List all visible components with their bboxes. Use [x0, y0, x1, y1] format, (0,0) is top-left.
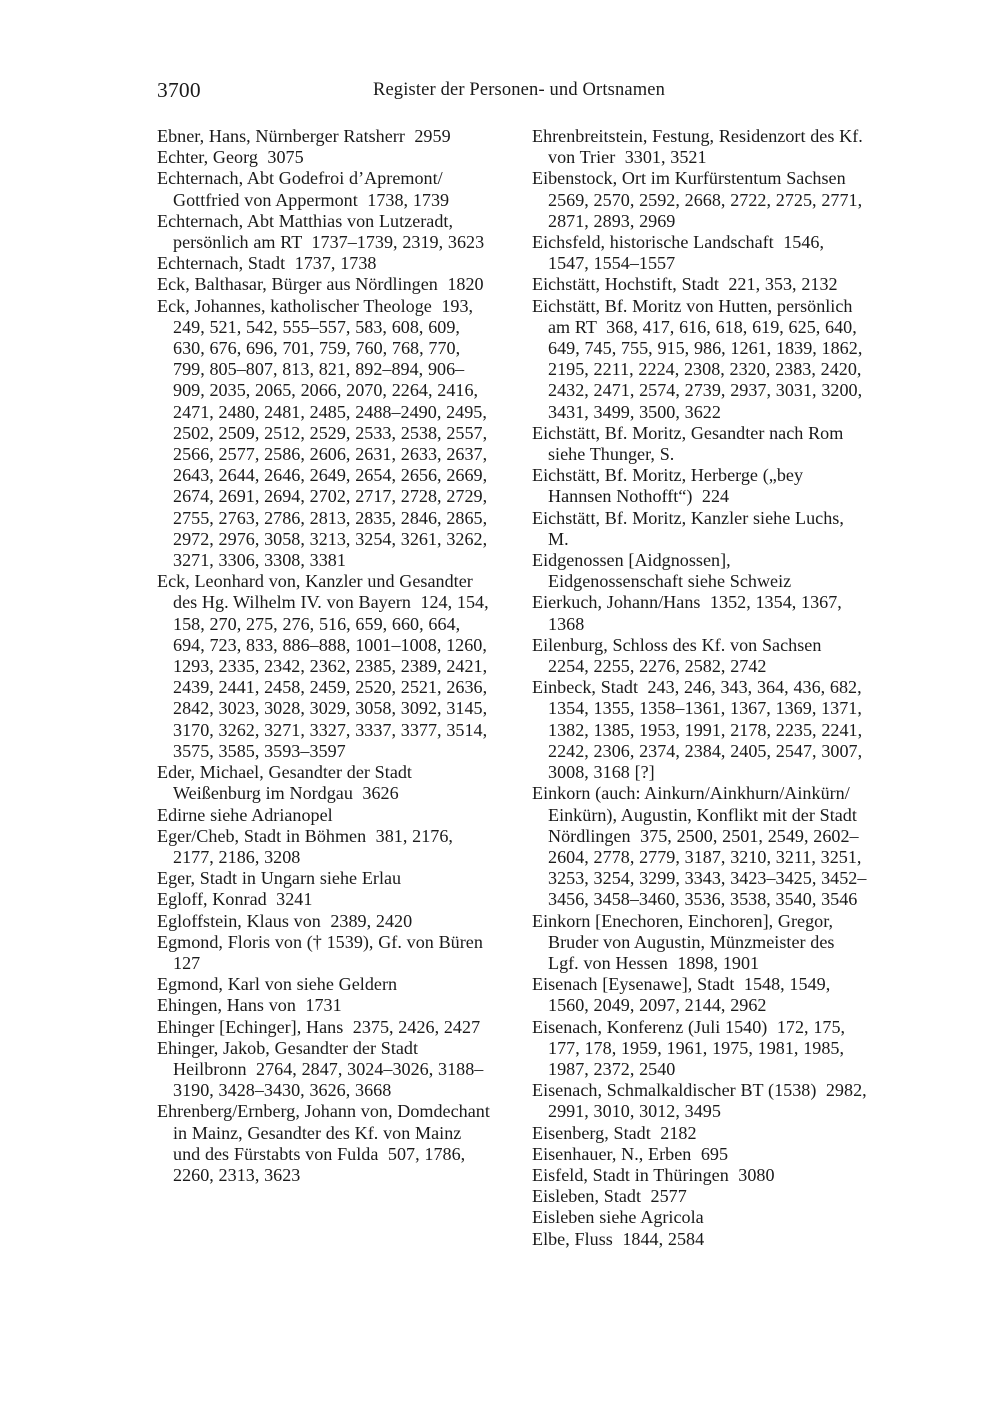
index-entry: Edirne siehe Adrianopel	[157, 804, 333, 825]
index-entry: Einkorn [Enechoren, Einchoren], Gregor, Bruder von Augustin, Münzmeister des Lgf. von Hessen 1898, 1901	[532, 910, 840, 973]
index-column-right	[532, 126, 872, 1250]
index-entry: Eck, Johannes, katholischer Theologe 193, 249, 521, 542, 555–557, 583, 608, 609, 630, 676, 696, 701, 759, 760, 768, 770, 799, 805–807, 813, 821, 892–894, 906–909, 2035, 2065, 2066, 2070, 2264, 2416, 2471, 2480, 2481, 2485, 2488–2490, 2495, 2502, 2509, 2512, 2529, 2533, 2538, 2557, 2566, 2577, 2586, 2606, 2631, 2633, 2637, 2643, 2644, 2646, 2649, 2654, 2656, 2669, 2674, 2691, 2694, 2702, 2717, 2728, 2729, 2755, 2763, 2786, 2813, 2835, 2846, 2865, 2972, 2976, 3058, 3213, 3254, 3261, 3262, 3271, 3306, 3308, 3381	[157, 295, 492, 571]
index-entry: Einkorn (auch: Ainkurn/Ainkhurn/Ainkürn/ Einkürn), Augustin, Konflikt mit der Stadt Nördlingen 375, 2500, 2501, 2549, 2602–2604, 2778, 2779, 3187, 3210, 3211, 3251, 3253, 3254, 3299, 3343, 3423–3425, 3452–3456, 3458–3460, 3536, 3538, 3540, 3546	[532, 783, 867, 910]
index-entry: Eierkuch, Johann/Hans 1352, 1354, 1367, 1368	[532, 592, 847, 634]
index-entry: Eisfeld, Stadt in Thüringen 3080	[532, 1164, 775, 1185]
index-entry: Eichstätt, Bf. Moritz, Herberge („bey Hannsen Nothofft“) 224	[532, 465, 808, 507]
index-entry: Eck, Leonhard von, Kanzler und Gesandter des Hg. Wilhelm IV. von Bayern 124, 154, 158, 270, 275, 276, 516, 659, 660, 664, 694, 723, 833, 886–888, 1001–1008, 1260, 1293, 2335, 2342, 2362, 2385, 2389, 2421, 2439, 2441, 2458, 2459, 2520, 2521, 2636, 2842, 3023, 3028, 3029, 3058, 3092, 3145, 3170, 3262, 3271, 3327, 3337, 3377, 3514, 3575, 3585, 3593–3597	[157, 571, 494, 761]
running-head	[157, 76, 867, 104]
index-entry: Ehinger, Jakob, Gesandter der Stadt Heilbronn 2764, 2847, 3024–3026, 3188–3190, 3428–3430, 3626, 3668	[157, 1037, 484, 1101]
index-columns	[157, 126, 872, 1250]
index-entry: Einbeck, Stadt 243, 246, 343, 364, 436, 682, 1354, 1355, 1358–1361, 1367, 1369, 1371, 1382, 1385, 1953, 1991, 2178, 2235, 2241, 2242, 2306, 2374, 2384, 2405, 2547, 3007, 3008, 3168 [?]	[532, 677, 867, 783]
index-entry: Ehinger [Echinger], Hans 2375, 2426, 2427	[157, 1016, 481, 1037]
index-entry: Echternach, Abt Matthias von Lutzeradt, persönlich am RT 1737–1739, 2319, 3623	[157, 210, 485, 253]
index-entry: Eichstätt, Hochstift, Stadt 221, 353, 2132	[532, 274, 838, 295]
index-entry: Eichstätt, Bf. Moritz, Gesandter nach Rom siehe Thunger, S.	[532, 422, 849, 465]
index-entry: Ehrenbreitstein, Festung, Residenzort des Kf. von Trier 3301, 3521	[532, 126, 868, 168]
index-entry: Egloffstein, Klaus von 2389, 2420	[157, 910, 413, 931]
index-entry: Eder, Michael, Gesandter der Stadt Weißenburg im Nordgau 3626	[157, 762, 417, 804]
index-entry: Ehrenberg/Ernberg, Johann von, Domdechant in Mainz, Gesandter des Kf. von Mainz und des Fürstabts von Fulda 507, 1786, 2260, 2313, 3623	[157, 1101, 495, 1185]
index-entry: Eisenach [Eysenawe], Stadt 1548, 1549, 1560, 2049, 2097, 2144, 2962	[532, 974, 835, 1016]
index-entry: Eger/Cheb, Stadt in Böhmen 381, 2176, 2177, 2186, 3208	[157, 825, 458, 867]
index-entry: Eisenach, Konferenz (Juli 1540) 172, 175, 177, 178, 1959, 1961, 1975, 1981, 1985, 1987, 2372, 2540	[532, 1016, 850, 1079]
index-entry: Eichstätt, Bf. Moritz, Kanzler siehe Luchs, M.	[532, 507, 849, 549]
index-column-left	[157, 126, 493, 1186]
index-entry: Eger, Stadt in Ungarn siehe Erlau	[157, 868, 402, 889]
index-entry: Elbe, Fluss 1844, 2584	[532, 1228, 705, 1249]
index-entry: Eisleben, Stadt 2577	[532, 1186, 687, 1207]
index-entry: Eck, Balthasar, Bürger aus Nördlingen 1820	[157, 274, 484, 295]
index-entry: Eisenach, Schmalkaldischer BT (1538) 2982, 2991, 3010, 3012, 3495	[532, 1080, 872, 1122]
index-entry: Eibenstock, Ort im Kurfürstentum Sachsen 2569, 2570, 2592, 2668, 2722, 2725, 2771, 2871, 2893, 2969	[532, 168, 867, 231]
page-number: 3700	[157, 78, 201, 102]
index-entry: Eisleben siehe Agricola	[532, 1207, 704, 1228]
index-entry: Egmond, Floris von († 1539), Gf. von Büren 127	[157, 931, 493, 973]
index-entry: Eichsfeld, historische Landschaft 1546, 1547, 1554–1557	[532, 232, 829, 274]
index-entry: Echternach, Stadt 1737, 1738	[157, 253, 377, 274]
index-entry: Eisenberg, Stadt 2182	[532, 1122, 697, 1143]
index-entry: Eisenhauer, N., Erben 695	[532, 1143, 729, 1164]
index-entry: Egmond, Karl von siehe Geldern	[157, 974, 398, 995]
index-entry: Eichstätt, Bf. Moritz von Hutten, persönlich am RT 368, 417, 616, 618, 619, 625, 640, 649, 745, 755, 915, 986, 1261, 1839, 1862, 2195, 2211, 2224, 2308, 2320, 2383, 2420, 2432, 2471, 2574, 2739, 2937, 3031, 3200, 3431, 3499, 3500, 3622	[532, 295, 868, 422]
index-entry: Egloff, Konrad 3241	[157, 889, 313, 910]
index-entry: Eilenburg, Schloss des Kf. von Sachsen 2254, 2255, 2276, 2582, 2742	[532, 634, 831, 677]
index-entry: Echternach, Abt Godefroi d’Apremont/ Gottfried von Appermont 1738, 1739	[157, 168, 450, 210]
index-entry: Ebner, Hans, Nürnberger Ratsherr 2959	[157, 126, 451, 146]
index-entry: Ehingen, Hans von 1731	[157, 995, 342, 1016]
index-entry: Eidgenossen [Aidgnossen], Eidgenossenschaft siehe Schweiz	[532, 550, 792, 592]
page-title: Register der Personen- und Ortsnamen	[372, 80, 666, 100]
index-entry: Echter, Georg 3075	[157, 147, 304, 168]
